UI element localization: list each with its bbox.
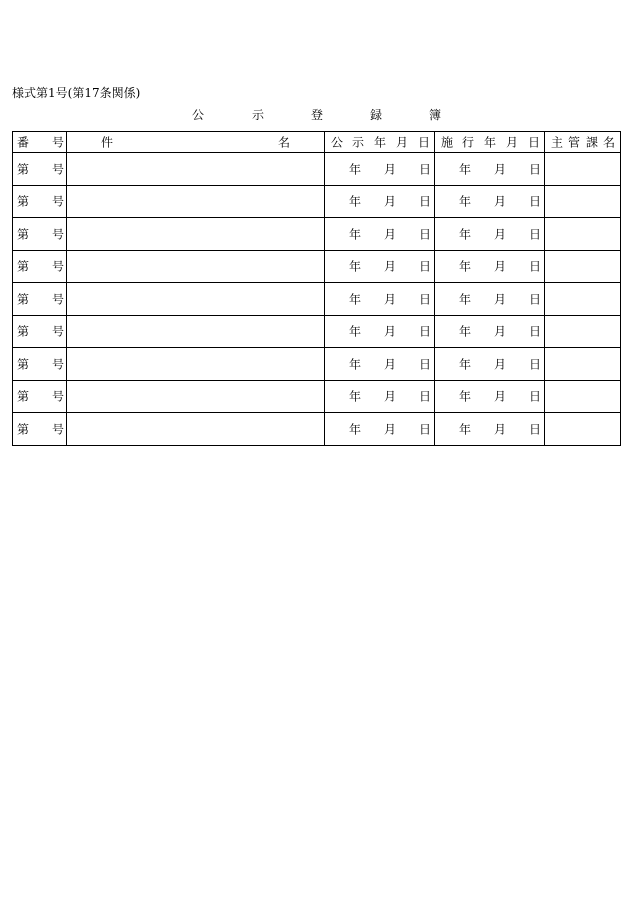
header-char: 日 [418, 135, 431, 150]
date-char: 年 [459, 357, 472, 372]
date-char: 日 [529, 259, 542, 274]
number-cell[interactable] [13, 380, 67, 413]
effective-date-cell[interactable] [435, 315, 545, 348]
subject-cell[interactable] [67, 185, 325, 218]
register-body [13, 153, 621, 446]
department-cell[interactable] [545, 348, 621, 381]
date-char: 月 [384, 194, 397, 209]
table-row [13, 185, 621, 218]
date-char: 年 [459, 292, 472, 307]
date-char: 月 [384, 227, 397, 242]
header-char: 行 [462, 135, 475, 150]
date-char: 月 [494, 357, 507, 372]
date-char: 月 [384, 422, 397, 437]
date-char: 月 [384, 162, 397, 177]
number-char: 第 [17, 324, 30, 339]
header-department [545, 132, 621, 153]
number-char: 第 [17, 389, 30, 404]
date-char: 月 [384, 357, 397, 372]
date-char: 年 [349, 422, 362, 437]
header-char: 番 [17, 135, 30, 150]
date-char: 年 [459, 194, 472, 209]
department-cell[interactable] [545, 413, 621, 446]
date-char: 日 [529, 162, 542, 177]
form-title [180, 106, 450, 124]
date-char: 日 [529, 422, 542, 437]
number-char: 号 [52, 194, 65, 209]
date-char: 月 [494, 227, 507, 242]
header-char: 月 [396, 135, 409, 150]
number-char: 号 [52, 162, 65, 177]
date-char: 日 [529, 227, 542, 242]
subject-cell[interactable] [67, 218, 325, 251]
effective-date-cell[interactable] [435, 153, 545, 186]
header-char: 名 [278, 135, 291, 150]
department-cell[interactable] [545, 315, 621, 348]
date-char: 日 [419, 292, 432, 307]
date-char: 日 [419, 162, 432, 177]
date-char: 年 [349, 324, 362, 339]
number-char: 号 [52, 259, 65, 274]
number-char: 号 [52, 389, 65, 404]
date-char: 日 [419, 194, 432, 209]
header-row [13, 132, 621, 153]
effective-date-cell[interactable] [435, 250, 545, 283]
date-char: 年 [349, 389, 362, 404]
table-row [13, 218, 621, 251]
date-char: 月 [494, 324, 507, 339]
department-cell[interactable] [545, 185, 621, 218]
date-char: 日 [529, 357, 542, 372]
date-char: 月 [384, 324, 397, 339]
header-char: 年 [484, 135, 497, 150]
title-char: 録 [370, 108, 383, 122]
number-char: 第 [17, 422, 30, 437]
number-cell[interactable] [13, 413, 67, 446]
header-char: 公 [331, 135, 344, 150]
number-cell[interactable] [13, 283, 67, 316]
header-char: 示 [352, 135, 365, 150]
table-row [13, 250, 621, 283]
register-table [12, 131, 621, 446]
date-char: 年 [459, 389, 472, 404]
effective-date-cell[interactable] [435, 218, 545, 251]
number-cell[interactable] [13, 153, 67, 186]
number-char: 号 [52, 357, 65, 372]
header-char: 日 [528, 135, 541, 150]
header-char: 名 [603, 135, 616, 150]
date-char: 月 [494, 292, 507, 307]
date-char: 日 [529, 292, 542, 307]
date-char: 月 [494, 259, 507, 274]
notice-date-cell[interactable] [325, 218, 435, 251]
date-char: 年 [349, 162, 362, 177]
notice-date-cell[interactable] [325, 380, 435, 413]
date-char: 月 [494, 389, 507, 404]
date-char: 日 [529, 389, 542, 404]
subject-cell[interactable] [67, 413, 325, 446]
notice-date-cell[interactable] [325, 153, 435, 186]
notice-date-cell[interactable] [325, 283, 435, 316]
date-char: 月 [384, 389, 397, 404]
header-number [13, 132, 67, 153]
number-char: 号 [52, 292, 65, 307]
number-char: 号 [52, 422, 65, 437]
subject-cell[interactable] [67, 283, 325, 316]
header-char: 件 [101, 135, 114, 150]
date-char: 日 [419, 357, 432, 372]
header-char: 施 [441, 135, 454, 150]
effective-date-cell[interactable] [435, 380, 545, 413]
date-char: 年 [349, 259, 362, 274]
subject-cell[interactable] [67, 348, 325, 381]
department-cell[interactable] [545, 153, 621, 186]
title-char: 示 [252, 108, 265, 122]
number-char: 第 [17, 357, 30, 372]
date-char: 年 [459, 422, 472, 437]
number-char: 第 [17, 259, 30, 274]
subject-cell[interactable] [67, 380, 325, 413]
number-cell[interactable] [13, 185, 67, 218]
date-char: 日 [419, 227, 432, 242]
number-char: 第 [17, 194, 30, 209]
date-char: 年 [459, 227, 472, 242]
subject-cell[interactable] [67, 315, 325, 348]
notice-date-cell[interactable] [325, 185, 435, 218]
date-char: 月 [384, 292, 397, 307]
header-notice-date [325, 132, 435, 153]
header-char: 課 [586, 135, 599, 150]
title-char: 登 [311, 108, 324, 122]
table-row [13, 348, 621, 381]
date-char: 日 [419, 422, 432, 437]
header-char: 号 [52, 135, 65, 150]
date-char: 年 [349, 227, 362, 242]
header-char: 主 [551, 135, 564, 150]
header-subject [67, 132, 325, 153]
date-char: 年 [459, 324, 472, 339]
date-char: 年 [459, 162, 472, 177]
number-cell[interactable] [13, 348, 67, 381]
header-effective-date [435, 132, 545, 153]
table-row [13, 380, 621, 413]
date-char: 月 [494, 194, 507, 209]
effective-date-cell[interactable] [435, 413, 545, 446]
date-char: 日 [419, 259, 432, 274]
department-cell[interactable] [545, 250, 621, 283]
effective-date-cell[interactable] [435, 185, 545, 218]
header-char: 年 [374, 135, 387, 150]
number-char: 第 [17, 162, 30, 177]
department-cell[interactable] [545, 283, 621, 316]
number-char: 第 [17, 227, 30, 242]
title-char: 簿 [429, 108, 442, 122]
date-char: 日 [529, 194, 542, 209]
notice-date-cell[interactable] [325, 348, 435, 381]
date-char: 年 [459, 259, 472, 274]
notice-date-cell[interactable] [325, 250, 435, 283]
date-char: 月 [494, 422, 507, 437]
effective-date-cell[interactable] [435, 283, 545, 316]
table-row [13, 153, 621, 186]
number-char: 号 [52, 324, 65, 339]
number-cell[interactable] [13, 218, 67, 251]
department-cell[interactable] [545, 218, 621, 251]
number-char: 第 [17, 292, 30, 307]
date-char: 年 [349, 357, 362, 372]
header-char: 月 [506, 135, 519, 150]
notice-date-cell[interactable] [325, 413, 435, 446]
header-char: 管 [568, 135, 581, 150]
subject-cell[interactable] [67, 153, 325, 186]
table-row [13, 315, 621, 348]
date-char: 日 [529, 324, 542, 339]
date-char: 年 [349, 194, 362, 209]
date-char: 年 [349, 292, 362, 307]
table-row [13, 413, 621, 446]
date-char: 日 [419, 389, 432, 404]
notice-date-cell[interactable] [325, 315, 435, 348]
number-char: 号 [52, 227, 65, 242]
date-char: 日 [419, 324, 432, 339]
date-char: 月 [494, 162, 507, 177]
department-cell[interactable] [545, 380, 621, 413]
subject-cell[interactable] [67, 250, 325, 283]
date-char: 月 [384, 259, 397, 274]
title-char: 公 [192, 108, 205, 122]
form-label: 様式第1号(第17条関係) [12, 86, 141, 100]
number-cell[interactable] [13, 315, 67, 348]
table-row [13, 283, 621, 316]
effective-date-cell[interactable] [435, 348, 545, 381]
number-cell[interactable] [13, 250, 67, 283]
